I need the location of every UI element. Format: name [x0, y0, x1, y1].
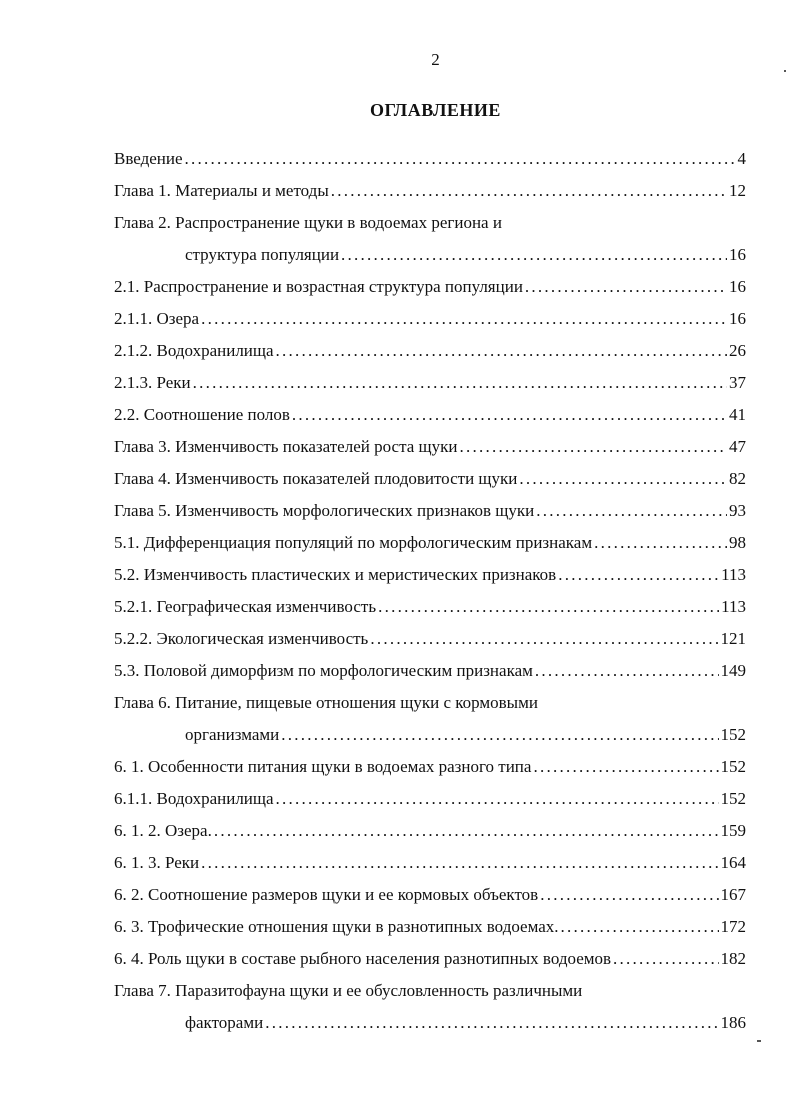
dot-leader [276, 335, 727, 367]
dot-leader [201, 847, 718, 879]
toc-entry-page: 164 [720, 853, 746, 872]
toc-entry [114, 655, 746, 687]
toc-entry-label: Глава 3. Изменчивость показателей роста щуки [114, 437, 458, 456]
toc-entry-heading-line [114, 687, 746, 719]
toc-entry [114, 143, 746, 175]
toc-entry-label: 6. 1. 3. Реки [114, 853, 200, 872]
toc-entry-page: 121 [720, 629, 746, 648]
dot-leader [185, 143, 734, 175]
toc-entry [114, 463, 746, 495]
toc-entry-label: 6. 3. Трофические отношения щуки в разнотипных водоемах. [114, 917, 559, 936]
dot-leader [193, 367, 727, 399]
dot-leader [276, 783, 719, 815]
toc-entry-label: Глава 6. Питание, пищевые отношения щуки с кормовыми [114, 693, 538, 712]
toc-entry-page: 167 [720, 885, 746, 904]
toc-entry-label: 6. 2. Соотношение размеров щуки и ее кормовых объектов [114, 885, 539, 904]
toc-entry-page: 26 [729, 341, 746, 360]
toc-entry [114, 271, 746, 303]
toc-entry-label: Глава 4. Изменчивость показателей плодовитости щуки [114, 469, 518, 488]
toc-entry-label: Глава 1. Материалы и методы [114, 181, 329, 200]
toc-entry-page: 16 [729, 309, 746, 328]
toc-entry-label: 6. 1. Особенности питания щуки в водоемах разного типа [114, 757, 532, 776]
toc-entry-page: 16 [729, 277, 746, 296]
toc-entry-page: 82 [729, 469, 746, 488]
toc-entry-page: 159 [720, 821, 746, 840]
dot-leader [265, 1007, 718, 1039]
toc-entry [114, 495, 746, 527]
toc-entry [114, 591, 746, 623]
toc-entry-label: 2.1.3. Реки [114, 373, 191, 392]
toc-entry [114, 911, 746, 943]
toc-entry [114, 367, 746, 399]
scan-speck [784, 70, 786, 72]
table-of-contents [114, 143, 746, 1039]
toc-entry-label: 2.1.2. Водохранилища [114, 341, 274, 360]
toc-entry-label: 6. 1. 2. Озера. [114, 821, 212, 840]
toc-entry [114, 175, 746, 207]
toc-entry [114, 431, 746, 463]
dot-leader [370, 623, 718, 655]
toc-entry [114, 847, 746, 879]
toc-entry-label: 2.1.1. Озера [114, 309, 200, 328]
dot-leader [525, 271, 727, 303]
toc-entry-label: факторами [185, 1013, 264, 1032]
toc-entry-page: 12 [729, 181, 746, 200]
toc-entry [114, 335, 746, 367]
toc-entry-heading-line [114, 207, 746, 239]
toc-entry-label: организмами [185, 725, 280, 744]
toc-entry-label: Введение [114, 149, 183, 168]
toc-entry [114, 879, 746, 911]
toc-entry-page: 113 [721, 597, 746, 616]
toc-entry [114, 783, 746, 815]
dot-leader [201, 303, 727, 335]
toc-entry-label: 5.3. Половой диморфизм по морфологическим признакам [114, 661, 533, 680]
toc-entry-page: 186 [720, 1013, 746, 1032]
toc-entry-page: 152 [720, 789, 746, 808]
toc-entry-label: 2.1. Распространение и возрастная структура популяции [114, 277, 523, 296]
toc-entry [114, 559, 746, 591]
page-number: 2 [431, 50, 440, 69]
toc-entry [114, 239, 746, 271]
toc-entry-page: 16 [729, 245, 746, 264]
dot-leader [535, 655, 719, 687]
toc-entry [114, 751, 746, 783]
toc-entry [114, 399, 746, 431]
toc-entry-page: 149 [720, 661, 746, 680]
toc-entry [114, 527, 746, 559]
dot-leader [281, 719, 718, 751]
toc-entry-page: 37 [729, 373, 746, 392]
dot-leader [331, 175, 727, 207]
toc-entry [114, 303, 746, 335]
toc-entry [114, 719, 746, 751]
dot-leader [378, 591, 719, 623]
toc-entry [114, 943, 746, 975]
toc-entry-page: 182 [720, 949, 746, 968]
dot-leader [214, 815, 719, 847]
dot-leader [519, 463, 727, 495]
toc-entry-label: 6. 4. Роль щуки в составе рыбного населения разнотипных водоемов [114, 949, 612, 968]
toc-entry [114, 1007, 746, 1039]
toc-entry-label: Глава 7. Паразитофауна щуки и ее обусловленность различными [114, 981, 583, 1000]
toc-entry-page: 41 [729, 405, 746, 424]
toc-entry [114, 815, 746, 847]
toc-entry-page: 47 [729, 437, 746, 456]
toc-entry-label: Глава 2. Распространение щуки в водоемах региона и [114, 213, 502, 232]
toc-entry-page: 152 [720, 725, 746, 744]
dot-leader [594, 527, 727, 559]
dot-leader [561, 911, 719, 943]
dot-leader [459, 431, 727, 463]
toc-entry-label: структура популяции [185, 245, 340, 264]
toc-entry-page: 172 [720, 917, 746, 936]
page-title: ОГЛАВЛЕНИЕ [370, 100, 501, 120]
dot-leader [292, 399, 727, 431]
toc-entry-label: Глава 5. Изменчивость морфологических признаков щуки [114, 501, 535, 520]
toc-entry-page: 98 [729, 533, 746, 552]
toc-entry-page: 4 [737, 149, 746, 168]
dot-leader [558, 559, 719, 591]
toc-entry-label: 5.1. Дифференциация популяций по морфологическим признакам [114, 533, 593, 552]
dot-leader [536, 495, 727, 527]
dot-leader [613, 943, 718, 975]
dot-leader [540, 879, 718, 911]
toc-entry-page: 113 [721, 565, 746, 584]
toc-entry-label: 5.2.1. Географическая изменчивость [114, 597, 377, 616]
toc-entry-page: 93 [729, 501, 746, 520]
toc-entry-label: 2.2. Соотношение полов [114, 405, 290, 424]
toc-entry-label: 5.2.2. Экологическая изменчивость [114, 629, 369, 648]
toc-entry [114, 623, 746, 655]
toc-entry-page: 152 [720, 757, 746, 776]
dot-leader [533, 751, 718, 783]
toc-entry-label: 6.1.1. Водохранилища [114, 789, 274, 808]
toc-entry-label: 5.2. Изменчивость пластических и меристических признаков [114, 565, 557, 584]
toc-entry-heading-line [114, 975, 746, 1007]
dot-leader [341, 239, 727, 271]
scan-speck [757, 1040, 761, 1042]
